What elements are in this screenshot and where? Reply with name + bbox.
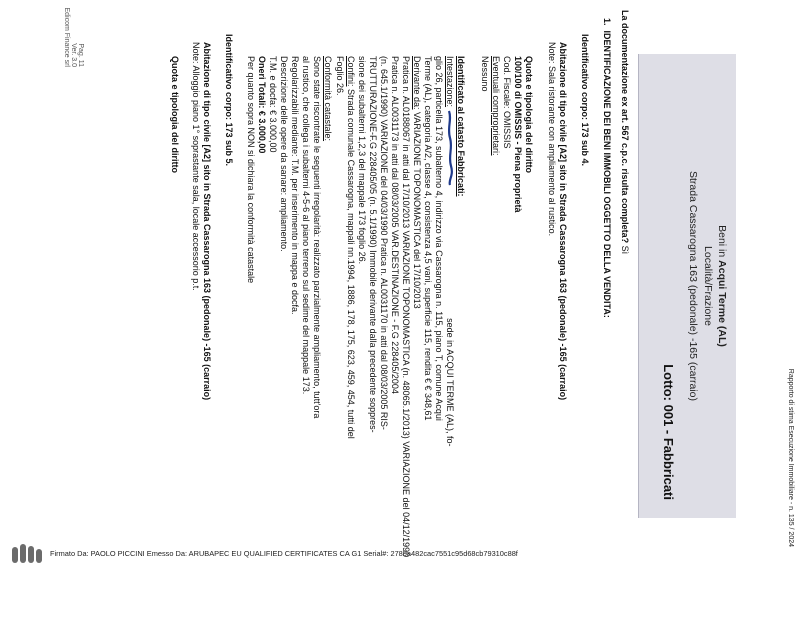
corpo-4-quota-title: Quota e tipologia del diritto [524, 56, 534, 173]
report-header: Rapporto di stima Esecuzione Immobiliare - n. 135 / 2024 [787, 368, 794, 547]
corpo-4-catasto-line: (n. 645.1/1990) VARIAZIONE del 04/03/1990 Pratica n. AL0031170 in atti dal 08/03/2005 RIS- [379, 56, 389, 430]
banner-location: Beni in Acqui Terme (AL) [716, 225, 728, 347]
corpo-4-catasto-title: Identificato al catasto Fabbricati: [456, 56, 466, 197]
corpo-4-conformita-title: Conformità catastale: [323, 56, 333, 142]
corpo-4-catasto-line: glio 26, particella 173, subalterno 4, indirizzo via Cassarogna n. 115, piano T, comune Acqui [434, 56, 444, 421]
conformita-line: al rustico, che collega i subalterni 4-5-6 al piano terreno sul sedime del mappale 173. [301, 56, 311, 395]
corpo-4-catasto-line: Terme (AL), categoria A/2, classe 4, consistenza 4,5 vani, superficie 115, rendita € € 348,61 [423, 56, 433, 421]
redaction-scribble [446, 110, 453, 186]
corpo-5-abitazione: Abitazione di tipo civile [A2] sito in Strada Cassarogna 163 (pedonale) -165 (carraio) [202, 42, 212, 401]
banner-address: Strada Cassarogna 163 (pedonale) -165 (carraio) [687, 171, 699, 401]
page-number: Pag. 11 [77, 43, 84, 67]
conformita-line: Regolarizzabili mediante: T.M. per inserimento in mappa e docfa. [290, 56, 300, 315]
conformita-line: T.M. e docfa: € 3.000,00 [268, 56, 278, 153]
corpo-4-catasto-line: Pratica n. AL0031173 in atti dal 08/03/2005 VAR.DESTINAZIONE - F.G 228405/2004 [390, 56, 400, 394]
corpo-5-ident: Identificativo corpo: 173 sub 5. [224, 34, 234, 167]
signature-text: Firmato Da: PAOLO PICCINI Emesso Da: ARUBAPEC EU QUALIFIED CERTIFICATES CA G1 Serial#: 2785a482cac7551c95d68cb79310c88f [50, 549, 518, 558]
lot-title: Lotto: 001 - Fabbricati [661, 364, 676, 500]
page-footer [63, 7, 84, 67]
corpo-4-comproprietari: Nessuno [480, 56, 490, 92]
conformita-line: Sono state riscontrate le seguenti irregolarità: realizzato parzialmente ampliamento, tutt'ora [312, 56, 322, 419]
corpo-4-cod-fiscale: Cod. Fiscale: OMISSIS [502, 56, 512, 149]
signature-seal-icon [10, 541, 44, 567]
section-1-heading: 1. IDENTIFICAZIONE DEI BENI IMMOBILI OGGETTO DELLA VENDITA: [602, 18, 612, 318]
version: Ver. 3.0 [70, 43, 77, 67]
conformita-line: Descrizione delle opere da sanare: ampliamento. [279, 56, 289, 252]
corpo-4-note: Note: Sala ristorante con ampliamento al rustico. [547, 42, 557, 237]
banner-locality: Località/Frazione [702, 246, 714, 326]
signature-strip [0, 541, 800, 567]
corpo-4-quota: 100/100 di OMISSIS - Piena proprietà [513, 56, 523, 213]
conformita-line: Per quanto sopra NON si dichiara la conformità catastale [246, 56, 256, 284]
corpo-4-intestazione: Intestazione: sede in ACQUI TERME (AL), fo- [445, 56, 455, 447]
corpo-4-comproprietari-label: Eventuali comproprietari: [491, 56, 501, 156]
corpo-4-catasto-line: TRUTTURAZIONE-F.G 228405/05 (n. 5.1/1990) Immobile derivante dalla precedente soppres- [368, 56, 378, 433]
intro-line: La documentazione ex art. 567 c.p.c. risulta completa? Sì [620, 10, 630, 255]
corpo-4-ident: Identificativo corpo: 173 sub 4. [580, 34, 590, 167]
publisher: Edicom Finance srl [63, 7, 70, 67]
corpo-4-catasto-line: sione dei subalterni 1,2,3 del mappale 173 foglio 26. [357, 56, 367, 265]
corpo-4-confini-line2: Foglio 26. [335, 56, 345, 96]
corpo-4-abitazione: Abitazione di tipo civile [A2] sito in Strada Cassarogna 163 (pedonale) -165 (carraio) [558, 42, 568, 401]
corpo-5-note: Note: Alloggio piano 1° soprastante sala, locale accessorio p.t. [191, 42, 201, 291]
corpo-4-catasto-line: Pratica n. AL0188067 in atti dal 17/10/2013 VARIAZIONE TOPONOMASTICA (n. 48065.1/2013) VARIAZIONE del 04/12/1990 [401, 56, 411, 558]
conformita-oneri: Oneri Totali: € 3.000,00 [257, 56, 267, 154]
corpo-5-quota-title: Quota e tipologia del diritto [170, 56, 180, 173]
lot-banner [638, 54, 736, 518]
corpo-4-confini: Confini: Strada comunale Cassarogna, mappali nn.1994, 1886, 178, 175, 623, 459, 454, tutti del [346, 56, 356, 439]
corpo-4-derivante: Derivante da: VARIAZIONE TOPONOMASTICA del 17/10/2013 [412, 56, 422, 309]
